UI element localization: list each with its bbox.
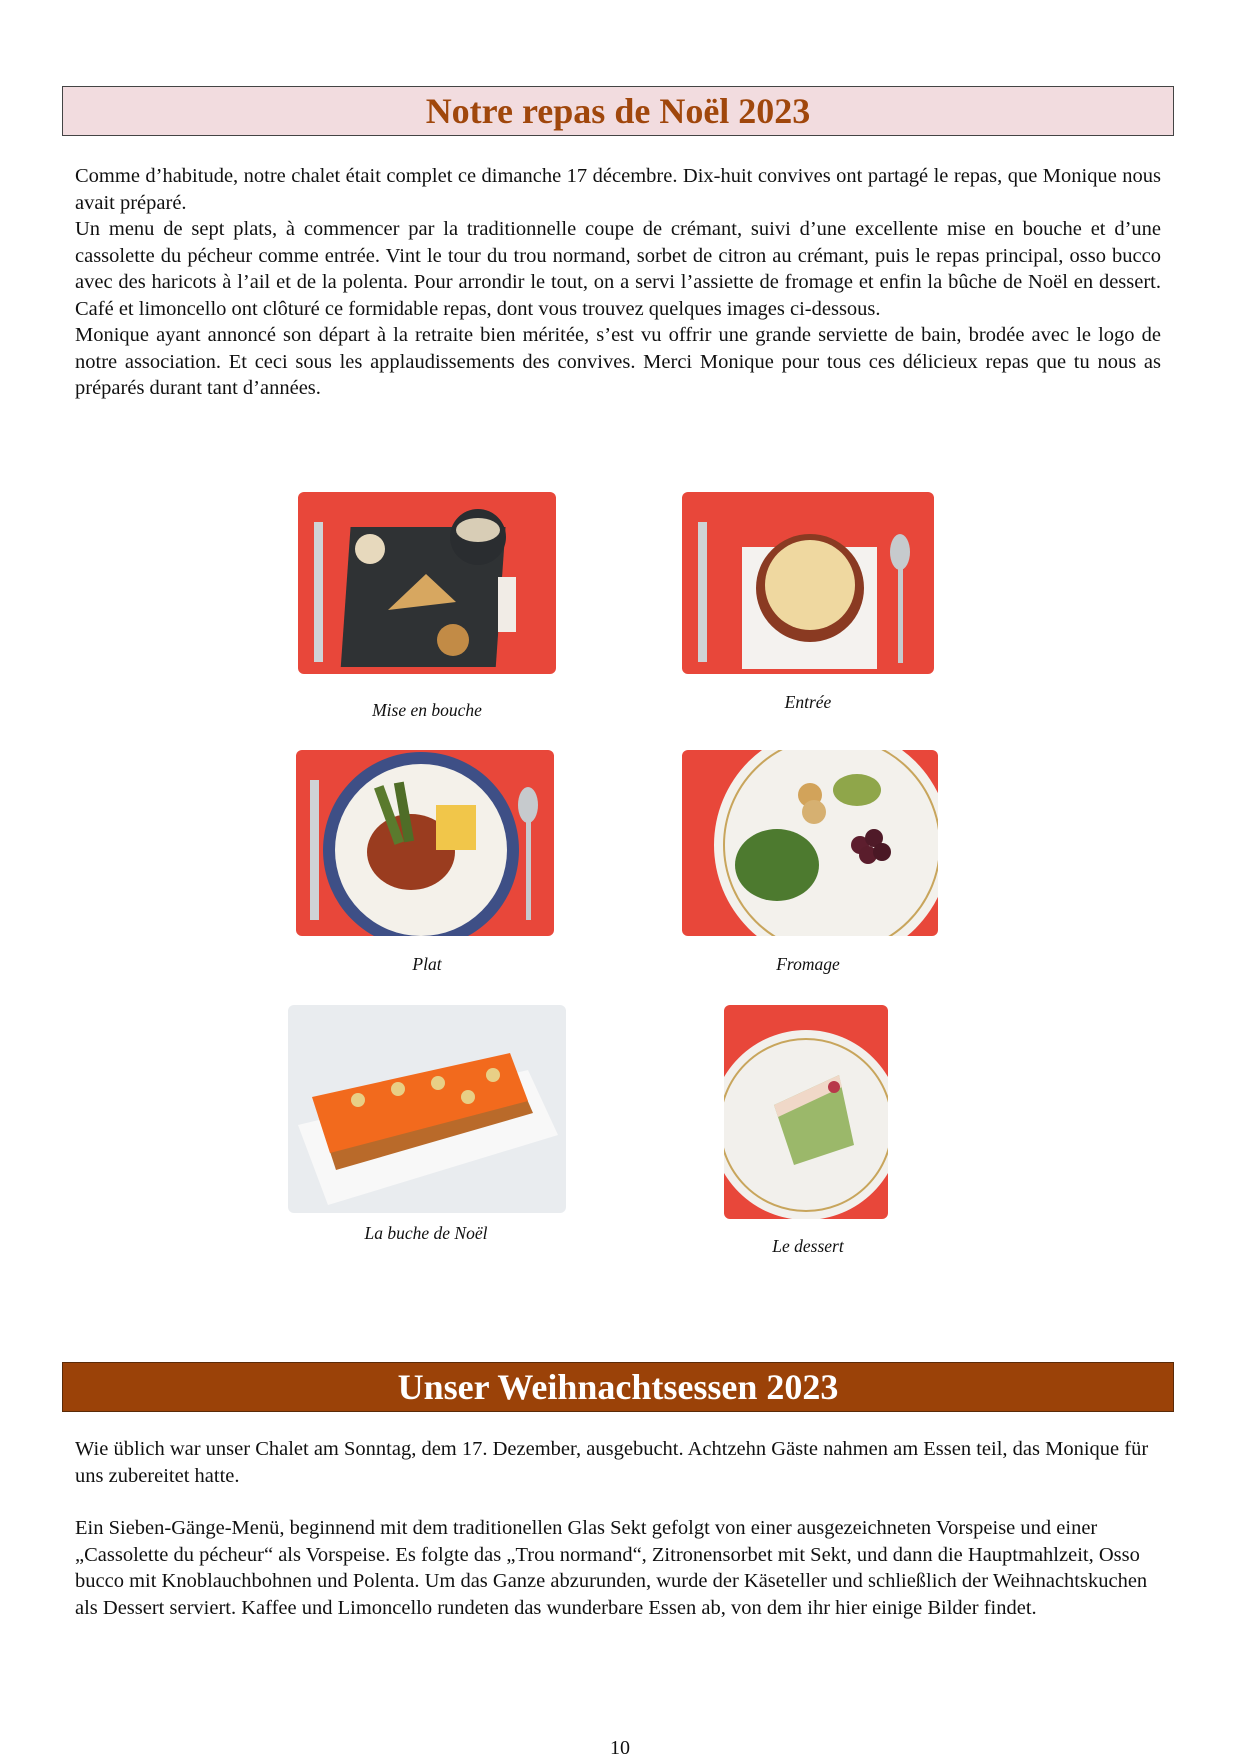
french-article-body bbox=[75, 163, 1161, 402]
photo-le-dessert bbox=[724, 1005, 888, 1219]
photo-plat bbox=[296, 750, 554, 936]
caption-mise-en-bouche: Mise en bouche bbox=[372, 700, 482, 720]
caption-plat: Plat bbox=[412, 954, 442, 974]
photo-mise-en-bouche bbox=[298, 492, 556, 674]
caption-le-dessert: Le dessert bbox=[772, 1236, 844, 1256]
caption-fromage: Fromage bbox=[776, 954, 840, 974]
french-paragraph-3: Monique ayant annoncé son départ à la retraite bien méritée, s’est vu offrir une grande serviette de bain, brodée avec le logo de notre association. Et ceci sous les applaudissements des convives. Merci Monique pour tous ces délicieux repas que tu nous as préparés durant tant d’années. bbox=[75, 324, 1161, 399]
caption-entree: Entrée bbox=[784, 692, 832, 712]
photo-buche-de-noel bbox=[288, 1005, 566, 1213]
french-paragraph-2: Un menu de sept plats, à commencer par la traditionnelle coupe de crémant, suivi d’une excellente mise en bouche et d’une cassolette du pécheur comme entrée. Vint le tour du trou normand, sorbet de citron au crémant, puis le repas principal, osso bucco avec des haricots à l’ail et de la polenta. Pour arrondir le tout, on a servi l’assiette de fromage et enfin la bûche de Noël en dessert. Café et limoncello ont clôturé ce formidable repas, dont vous trouvez quelques images ci-dessous. bbox=[75, 218, 1161, 320]
german-paragraph-1: Wie üblich war unser Chalet am Sonntag, dem 17. Dezember, ausgebucht. Achtzehn Gäste nahmen am Essen teil, das Monique für uns zubereitet hatte. bbox=[75, 1438, 1149, 1487]
german-paragraph-2: Ein Sieben-Gänge-Menü, beginnend mit dem traditionellen Glas Sekt gefolgt von einer ausgezeichneten Vorspeise und einer „Cassolette du pécheur“ als Vorspeise. Es folgte das „Trou normand“, Zitronensorbet mit Sekt, und dann die Hauptmahlzeit, Osso bucco mit Knoblauchbohnen und Polenta. Um das Ganze abzurunden, wurde der Käseteller und schließlich der Weihnachtskuchen als Dessert serviert. Kaffee und Limoncello rundeten das wunderbare Essen ab, von dem ihr hier einige Bilder findet. bbox=[75, 1517, 1148, 1619]
page-title-french: Notre repas de Noël 2023 bbox=[62, 86, 1174, 136]
photo-fromage bbox=[682, 750, 938, 936]
french-paragraph-1: Comme d’habitude, notre chalet était complet ce dimanche 17 décembre. Dix-huit convives ont partagé le repas, que Monique nous avait préparé. bbox=[75, 165, 1161, 214]
caption-buche-de-noel: La buche de Noël bbox=[364, 1223, 488, 1243]
page-number: 10 bbox=[610, 1737, 630, 1759]
german-article-body bbox=[75, 1436, 1161, 1621]
page-title-german: Unser Weihnachtsessen 2023 bbox=[62, 1362, 1174, 1412]
photo-entree bbox=[682, 492, 934, 674]
